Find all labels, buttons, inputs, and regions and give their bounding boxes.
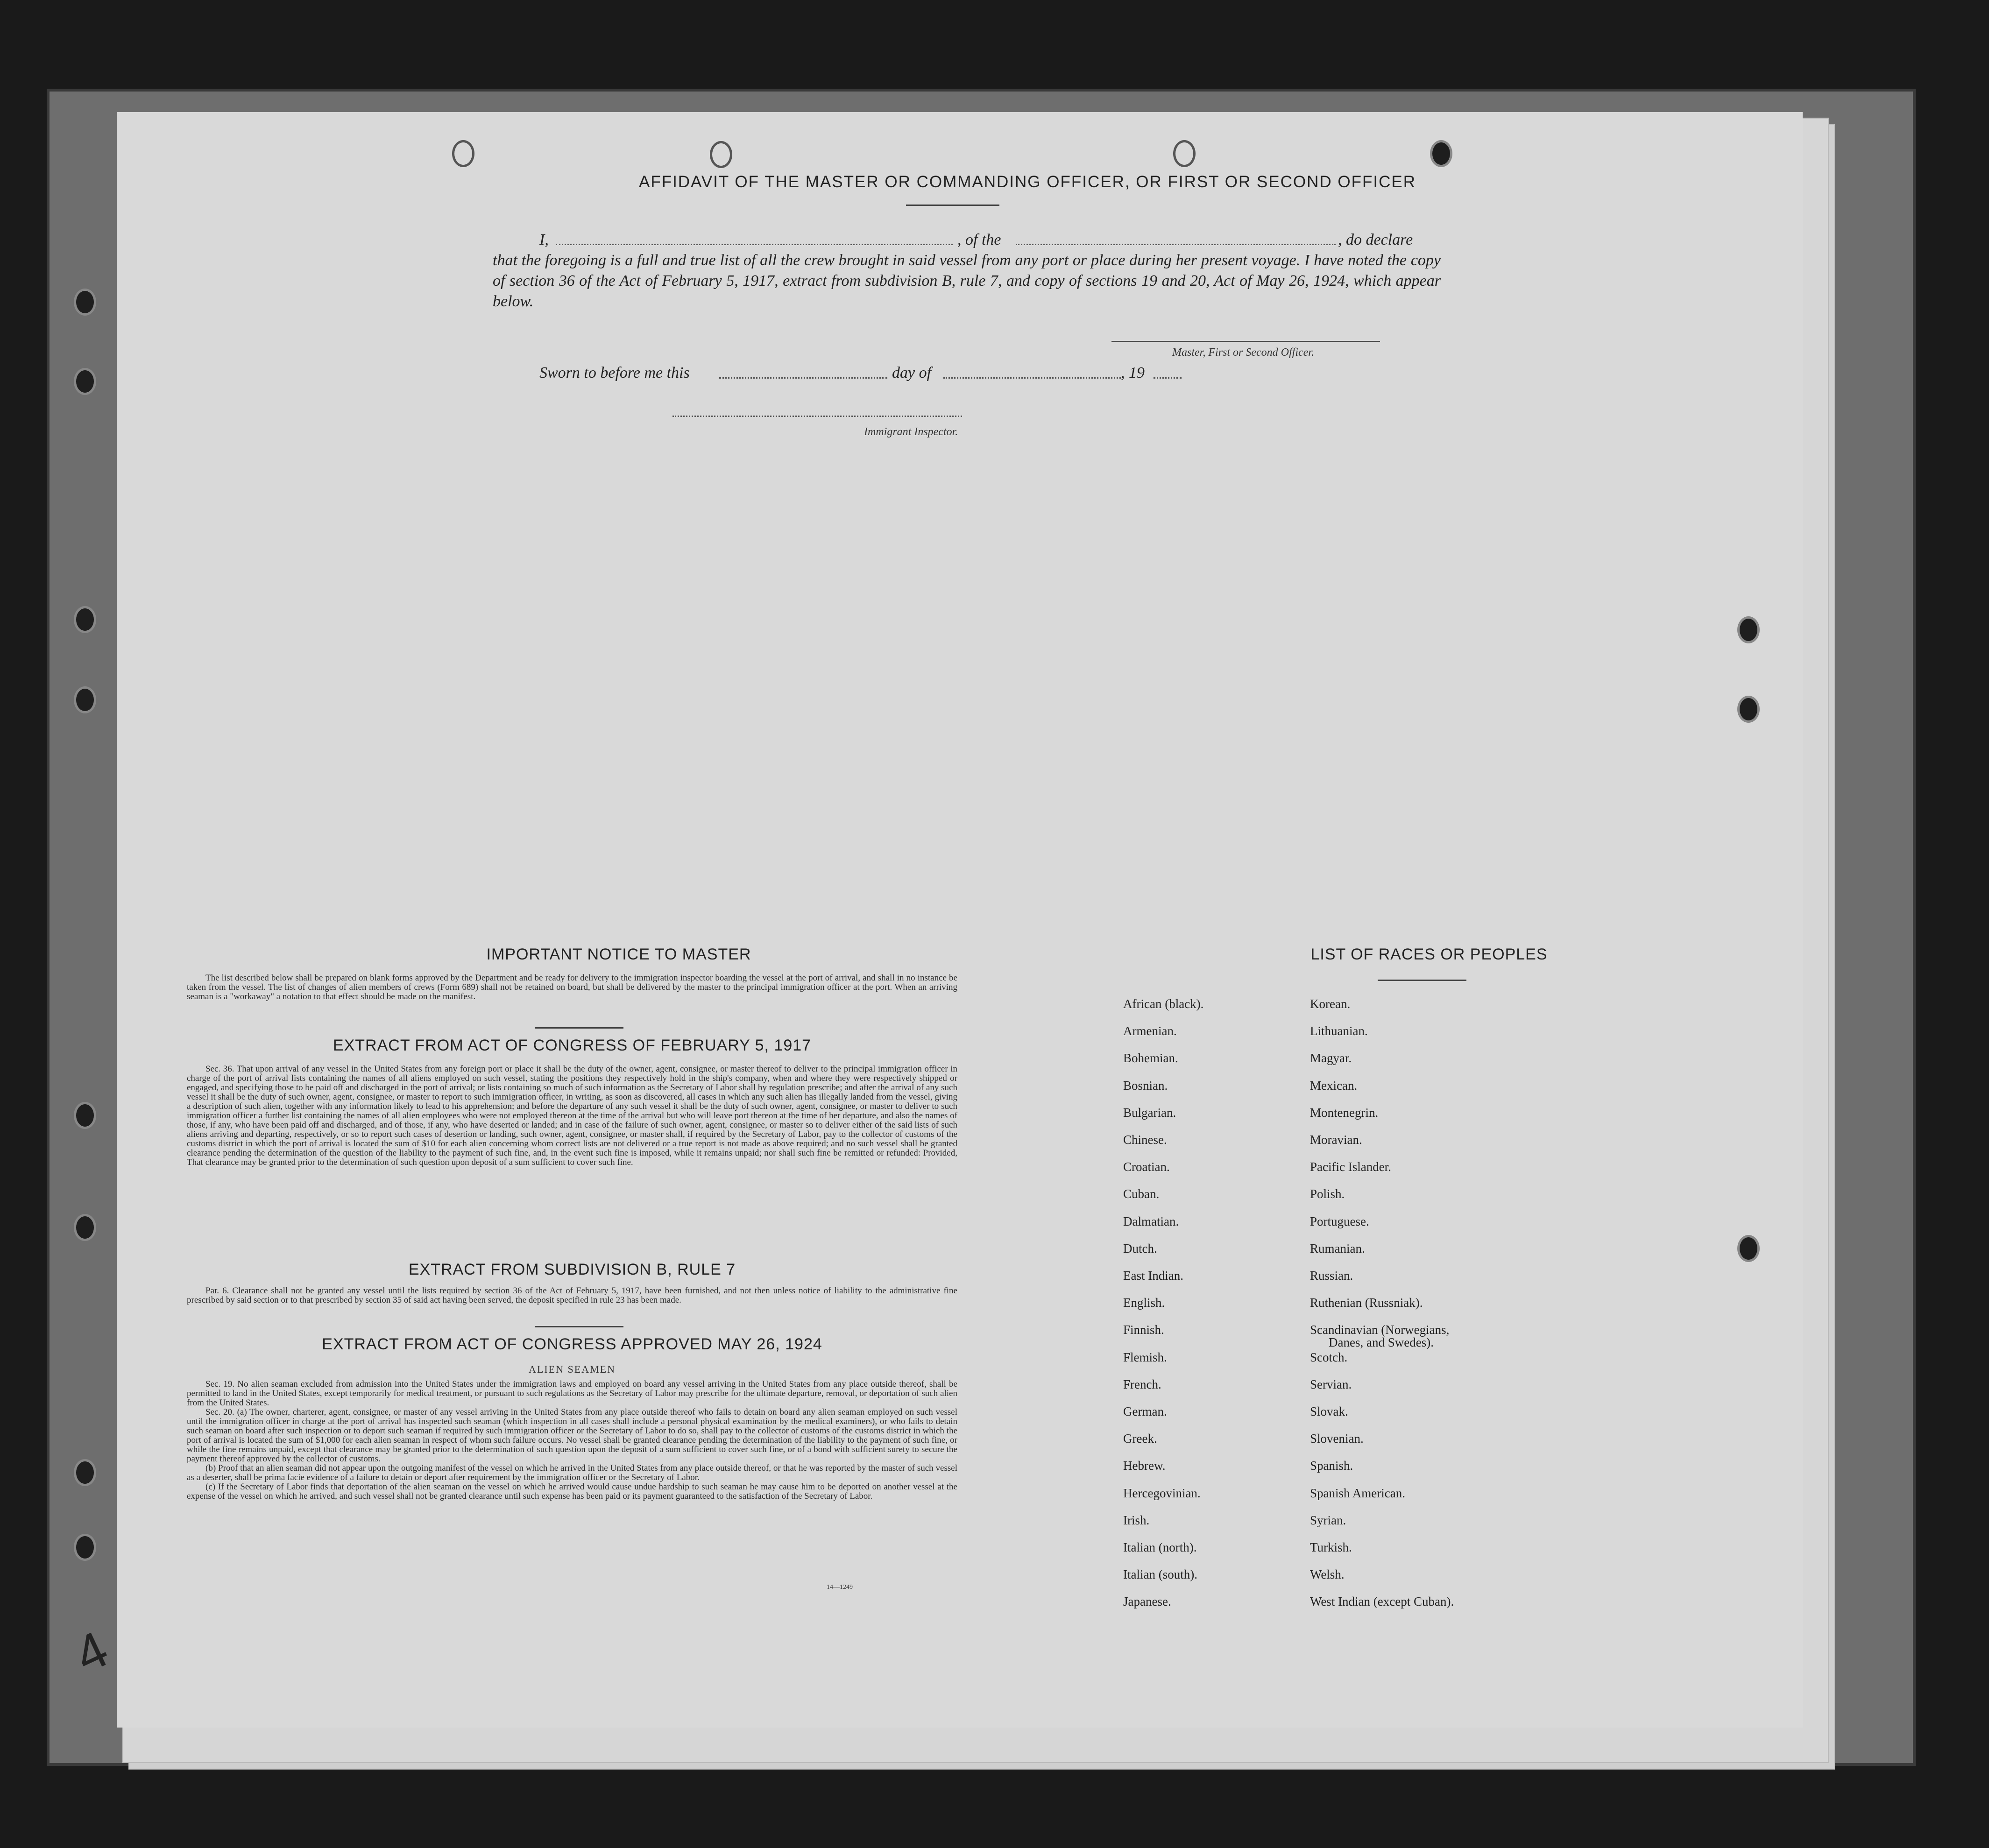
section-divider [535, 1027, 623, 1029]
extract-rule7-text [187, 1286, 957, 1305]
notice-text [187, 973, 957, 1002]
race-item: West Indian (except Cuban). [1310, 1594, 1454, 1609]
extract-rule7-title: EXTRACT FROM SUBDIVISION B, RULE 7 [408, 1261, 736, 1278]
race-item: Greek. [1123, 1432, 1157, 1446]
vessel-blank [1016, 244, 1336, 245]
races-divider [1378, 980, 1466, 981]
race-item: English. [1123, 1296, 1165, 1310]
binder-hole [1737, 1235, 1760, 1262]
binder-hole [74, 1534, 96, 1561]
section-36-paragraph: Sec. 36. That upon arrival of any vessel in the United States from any foreign port or place it shall be the duty of the owner, agent, consignee, or master thereof to deliver to the principal immigration officer in charge of the port of arrival lists containing the names of all aliens employed on such vessel, stating the positions they respectively hold in the ship's company, when and where they were respectively shipped or engaged, and specifying those to be paid off and discharged in the port of arrival; or lists containing so much of such information as the Secretary of Labor shall by regulation prescribe; and after the arrival of any such vessel it shall be the duty of such owner, agent, consignee, or master to report to such immigration officer, in writing, as soon as discovered, all cases in which any such alien has illegally landed from the vessel, giving a description of such alien, together with any information likely to lead to his apprehension; and before the departure of any such vessel it shall be the duty of such owner, agent, consignee, or master to deliver to such immigration officer a further list containing the names of all alien employees who were not employed thereon at the time of the arrival but who will leave port thereon at the time of her departure, and also the names of those, if any, who have been paid off and discharged, and of those, if any, who have deserted or landed; and in case of the failure of such owner, agent, consignee, or master so to deliver either of the said lists of such aliens arriving and departing, respectively, or so to report such cases of desertion or landing, such owner, agent, consignee, or master shall, if required by the Secretary of Labor, pay to the collector of customs of the customs district in which the port of arrival is located the sum of $10 for each alien concerning whom correct lists are not delivered or a true report is not made as above required; and no such vessel shall be granted clearance pending the determination of the question of the liability to the payment of such fine, and, in the event such fine is imposed, while it remains unpaid; nor shall such fine be remitted or refunded: Provided, That clearance may be granted prior to the determination of such question upon deposit of a sum sufficient to cover such fine. [187, 1064, 957, 1167]
extract-1917-text [187, 1065, 957, 1167]
punch-hole [710, 141, 732, 168]
race-item: Chinese. [1123, 1133, 1167, 1147]
sworn-day-of: day of [892, 364, 932, 381]
form-page [117, 112, 1803, 1728]
inspector-signature-line [672, 416, 962, 417]
title-divider [906, 205, 999, 206]
race-item: Croatian. [1123, 1160, 1170, 1174]
race-item: Pacific Islander. [1310, 1160, 1391, 1174]
affidavit-title: AFFIDAVIT OF THE MASTER OR COMMANDING OFFICER, OR FIRST OR SECOND OFFICER [638, 173, 1416, 191]
race-item: Finnish. [1123, 1323, 1164, 1337]
race-item: Bulgarian. [1123, 1105, 1176, 1120]
punch-hole [1173, 140, 1196, 167]
alien-seamen-subtitle: ALIEN SEAMEN [529, 1363, 616, 1375]
punch-hole [452, 140, 474, 167]
race-item: Bosnian. [1123, 1078, 1168, 1093]
sec-20b-paragraph: (b) Proof that an alien seaman did not appear upon the outgoing manifest of the vessel on which he arrived in the United States from any place outside thereof, or that he was reported by the master of such vessel as a deserter, shall be prima facie evidence of a failure to detain or deport after requirement by the immigration officer or the Secretary of Labor. [187, 1463, 957, 1482]
form-number: 14—1249 [827, 1584, 853, 1591]
master-caption: Master, First or Second Officer. [1172, 346, 1314, 359]
race-item: Hebrew. [1123, 1459, 1166, 1473]
race-item: Servian. [1310, 1377, 1352, 1391]
binder-hole [74, 368, 96, 395]
par-6-paragraph: Par. 6. Clearance shall not be granted any vessel until the lists required by section 36 of the Act of February 5, 1917, have been furnished, and not then unless notice of liability to the administrative fine prescribed by said section or to that prescribed by section 35 of said act having been served, the deposit specified in rule 23 has been made. [187, 1286, 957, 1305]
sworn-year-blank [1154, 377, 1182, 379]
affidavit-declare: , do declare [1338, 231, 1413, 248]
sec-19-paragraph: Sec. 19. No alien seaman excluded from admission into the United States under the immigration laws and employed on board any vessel arriving in the United States from any place outside thereof, shall be permitted to land in the United States, except temporarily for medical treatment, or pursuant to such regulations as the Secretary of Labor may prescribe for the ultimate departure, removal, or deportation of such alien from the United States. [187, 1379, 957, 1408]
race-item: Bohemian. [1123, 1051, 1178, 1065]
notice-title: IMPORTANT NOTICE TO MASTER [486, 945, 751, 963]
extract-1917-title: EXTRACT FROM ACT OF CONGRESS OF FEBRUARY 5, 1917 [333, 1037, 812, 1054]
race-item: Hercegovinian. [1123, 1486, 1201, 1500]
race-item: Irish. [1123, 1513, 1150, 1527]
sworn-prefix: Sworn to before me this [539, 364, 690, 381]
binder-hole [74, 1102, 96, 1129]
sec-20a-paragraph: Sec. 20. (a) The owner, charterer, agent, consignee, or master of any vessel arriving in the United States from any place outside thereof who fails to detain on board any alien seaman employed on such vessel until the immigration officer in charge at the port of arrival has inspected such seaman (which inspection in all cases shall include a personal physical examination by the medical examiners), or who fails to detain such seaman on board after such inspection or to deport such seaman if required by such immigration officer or the Secretary of Labor to do so, shall pay to the collector of customs of the customs district in which the port of arrival is located the sum of $1,000 for each alien seaman in respect of whom such failure occurs. No vessel shall be granted clearance pending the determination of the liability to the payment of such fine, or while the fine remains unpaid, except that clearance may be granted prior to the determination of such question upon the deposit of a sum sufficient to cover such fine, or of a bond with sufficient surety to secure the payment thereof approved by the collector of customs. [187, 1407, 957, 1464]
race-item: Spanish American. [1310, 1486, 1405, 1500]
race-item: Korean. [1310, 997, 1351, 1011]
race-item: Montenegrin. [1310, 1105, 1379, 1120]
race-item: Armenian. [1123, 1024, 1177, 1038]
race-item: Rumanian. [1310, 1241, 1365, 1256]
binder-hole [1737, 616, 1760, 643]
race-item: Scotch. [1310, 1350, 1348, 1364]
race-item-continuation: Danes, and Swedes). [1329, 1335, 1434, 1350]
binder-hole [74, 289, 96, 316]
sworn-month-blank [943, 377, 1121, 379]
race-item: Magyar. [1310, 1051, 1352, 1065]
race-item: Scandinavian (Norwegians, [1310, 1323, 1450, 1337]
notice-paragraph: The list described below shall be prepared on blank forms approved by the Department and be ready for delivery to the immigration inspector boarding the vessel at the port of arrival, and shall in no instance be taken from the vessel. The list of changes of alien members of crews (Form 689) shall not be retained on board, but shall be delivered by the master to the principal immigration officer at the port. When an arriving seaman is a "workaway" a notation to that effect should be made on the manifest. [187, 973, 957, 1002]
sec-20c-paragraph: (c) If the Secretary of Labor finds that deportation of the alien seaman on the vessel on which he arrived would cause undue hardship to such seaman he may cause him to be deported on another vessel at the expense of the vessel on which he arrived, and such vessel shall not be granted clearance until such expense has been paid or its payment guaranteed to the satisfaction of the Secretary of Labor. [187, 1482, 957, 1501]
binder-hole [74, 1214, 96, 1241]
name-blank [556, 244, 953, 245]
extract-1924-text [187, 1380, 957, 1501]
race-item: Russian. [1310, 1269, 1353, 1283]
sworn-day-blank [719, 377, 887, 379]
extract-1924-title: EXTRACT FROM ACT OF CONGRESS APPROVED MAY 26, 1924 [322, 1335, 822, 1353]
sworn-year: , 19 [1121, 364, 1145, 381]
race-item: Polish. [1310, 1187, 1345, 1201]
race-item: Welsh. [1310, 1567, 1345, 1582]
race-item: Ruthenian (Russniak). [1310, 1296, 1423, 1310]
race-item: East Indian. [1123, 1269, 1183, 1283]
race-item: Dalmatian. [1123, 1214, 1179, 1228]
affidavit-i: I, [539, 231, 549, 248]
master-signature-line [1111, 341, 1380, 342]
affidavit-of-the: , of the [957, 231, 1001, 248]
punch-hole [1430, 140, 1452, 167]
race-item: Cuban. [1123, 1187, 1160, 1201]
binder-hole [74, 1459, 96, 1486]
race-item: Slovenian. [1310, 1432, 1364, 1446]
race-item: German. [1123, 1404, 1167, 1418]
affidavit-text: that the foregoing is a full and true list of all the crew brought in said vessel from any port or place during her present voyage. I have noted the copy of section 36 of the Act of February 5, 1917, extract from subdivision B, rule 7, and copy of sections 19 and 20, Act of May 26, 1924, which appear below. [493, 252, 1441, 310]
binder-hole [74, 606, 96, 633]
race-item: Spanish. [1310, 1459, 1353, 1473]
race-item: Lithuanian. [1310, 1024, 1368, 1038]
section-divider [535, 1326, 623, 1327]
race-item: Syrian. [1310, 1513, 1346, 1527]
race-item: Japanese. [1123, 1594, 1171, 1609]
binder-hole [1737, 696, 1760, 723]
race-item: Slovak. [1310, 1404, 1348, 1418]
binder-hole [74, 686, 96, 713]
race-item: Portuguese. [1310, 1214, 1369, 1228]
inspector-caption: Immigrant Inspector. [864, 426, 958, 438]
race-item: Italian (north). [1123, 1540, 1197, 1554]
race-item: Italian (south). [1123, 1567, 1197, 1582]
races-title: LIST OF RACES OR PEOPLES [1310, 945, 1548, 963]
race-item: African (black). [1123, 997, 1204, 1011]
race-item: Flemish. [1123, 1350, 1167, 1364]
race-item: Moravian. [1310, 1133, 1362, 1147]
race-item: French. [1123, 1377, 1161, 1391]
handwritten-mark: 4 [66, 1620, 117, 1685]
race-item: Dutch. [1123, 1241, 1157, 1256]
race-item: Mexican. [1310, 1078, 1358, 1093]
race-item: Turkish. [1310, 1540, 1352, 1554]
